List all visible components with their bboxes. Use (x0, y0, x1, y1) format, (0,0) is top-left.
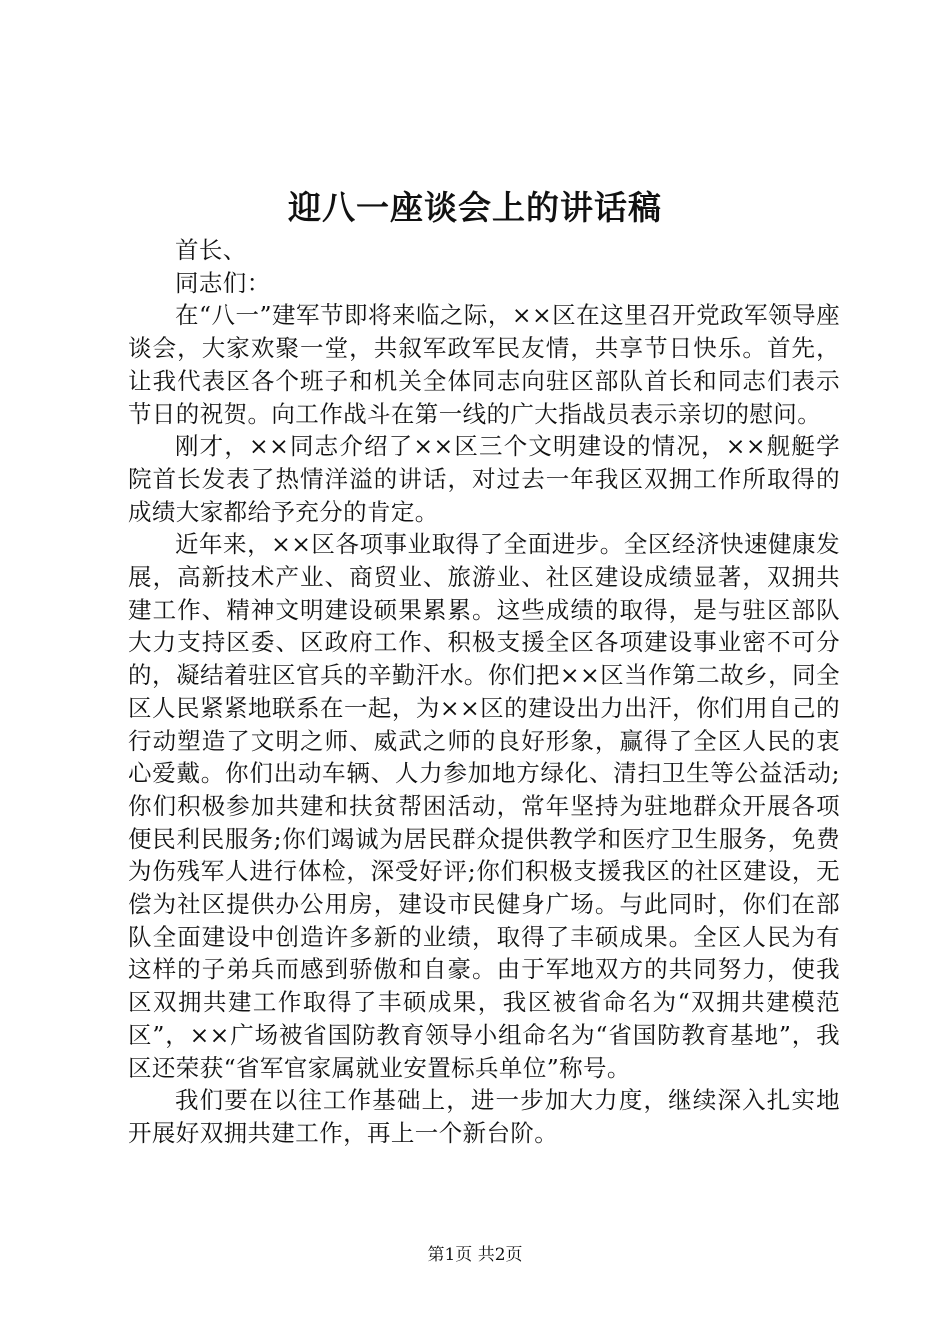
page-number-footer: 第1页 共2页 (427, 1245, 523, 1265)
document-title: 迎八一座谈会上的讲话稿 (288, 188, 662, 227)
paragraph-outlook: 我们要在以往工作基础上，进一步加大力度，继续深入扎实地开展好双拥共建工作，再上一个新台阶。 (128, 1086, 840, 1147)
paragraph-opening: 在“八一”建军节即将来临之际，××区在这里召开党政军领导座谈会，大家欢聚一堂，共叙军政军民友情，共享节日快乐。首先，让我代表区各个班子和机关全体同志向驻区部队首长和同志们表示节日的祝贺。向工作战斗在第一线的广大指战员表示亲切的慰问。 (128, 301, 840, 428)
paragraph-achievements: 近年来，××区各项事业取得了全面进步。全区经济快速健康发展，高新技术产业、商贸业、旅游业、社区建设成绩显著，双拥共建工作、精神文明建设硕果累累。这些成绩的取得，是与驻区部队大力支持区委、区政府工作、积极支援全区各项建设事业密不可分的，凝结着驻区官兵的辛勤汗水。你们把××区当作第二故乡，同全区人民紧紧地联系在一起，为××区的建设出力出汗，你们用自己的行动塑造了文明之师、威武之师的良好形象，赢得了全区人民的衷心爱戴。你们出动车辆、人力参加地方绿化、清扫卫生等公益活动;你们积极参加共建和扶贫帮困活动，常年坚持为驻地群众开展各项便民利民服务;你们竭诚为居民群众提供教学和医疗卫生服务，免费为伤残军人进行体检，深受好评;你们积极支援我区的社区建设，无偿为社区提供办公用房，建设市民健身广场。与此同时，你们在部队全面建设中创造许多新的业绩，取得了丰硕成果。全区人民为有这样的子弟兵而感到骄傲和自豪。由于军地双方的共同努力，使我区双拥共建工作取得了丰硕成果，我区被省命名为“双拥共建模范区”，××广场被省国防教育领导小组命名为“省国防教育基地”，我区还荣获“省军官家属就业安置标兵单位”称号。 (128, 530, 840, 1082)
salutation-line-2: 同志们： (175, 268, 271, 297)
salutation-line-1: 首长、 (175, 236, 247, 264)
document-body (128, 234, 840, 1150)
paragraph-review: 刚才，××同志介绍了××区三个文明建设的情况，××舰艇学院首长发表了热情洋溢的讲话，对过去一年我区双拥工作所取得的成绩大家都给予充分的肯定。 (128, 432, 840, 526)
